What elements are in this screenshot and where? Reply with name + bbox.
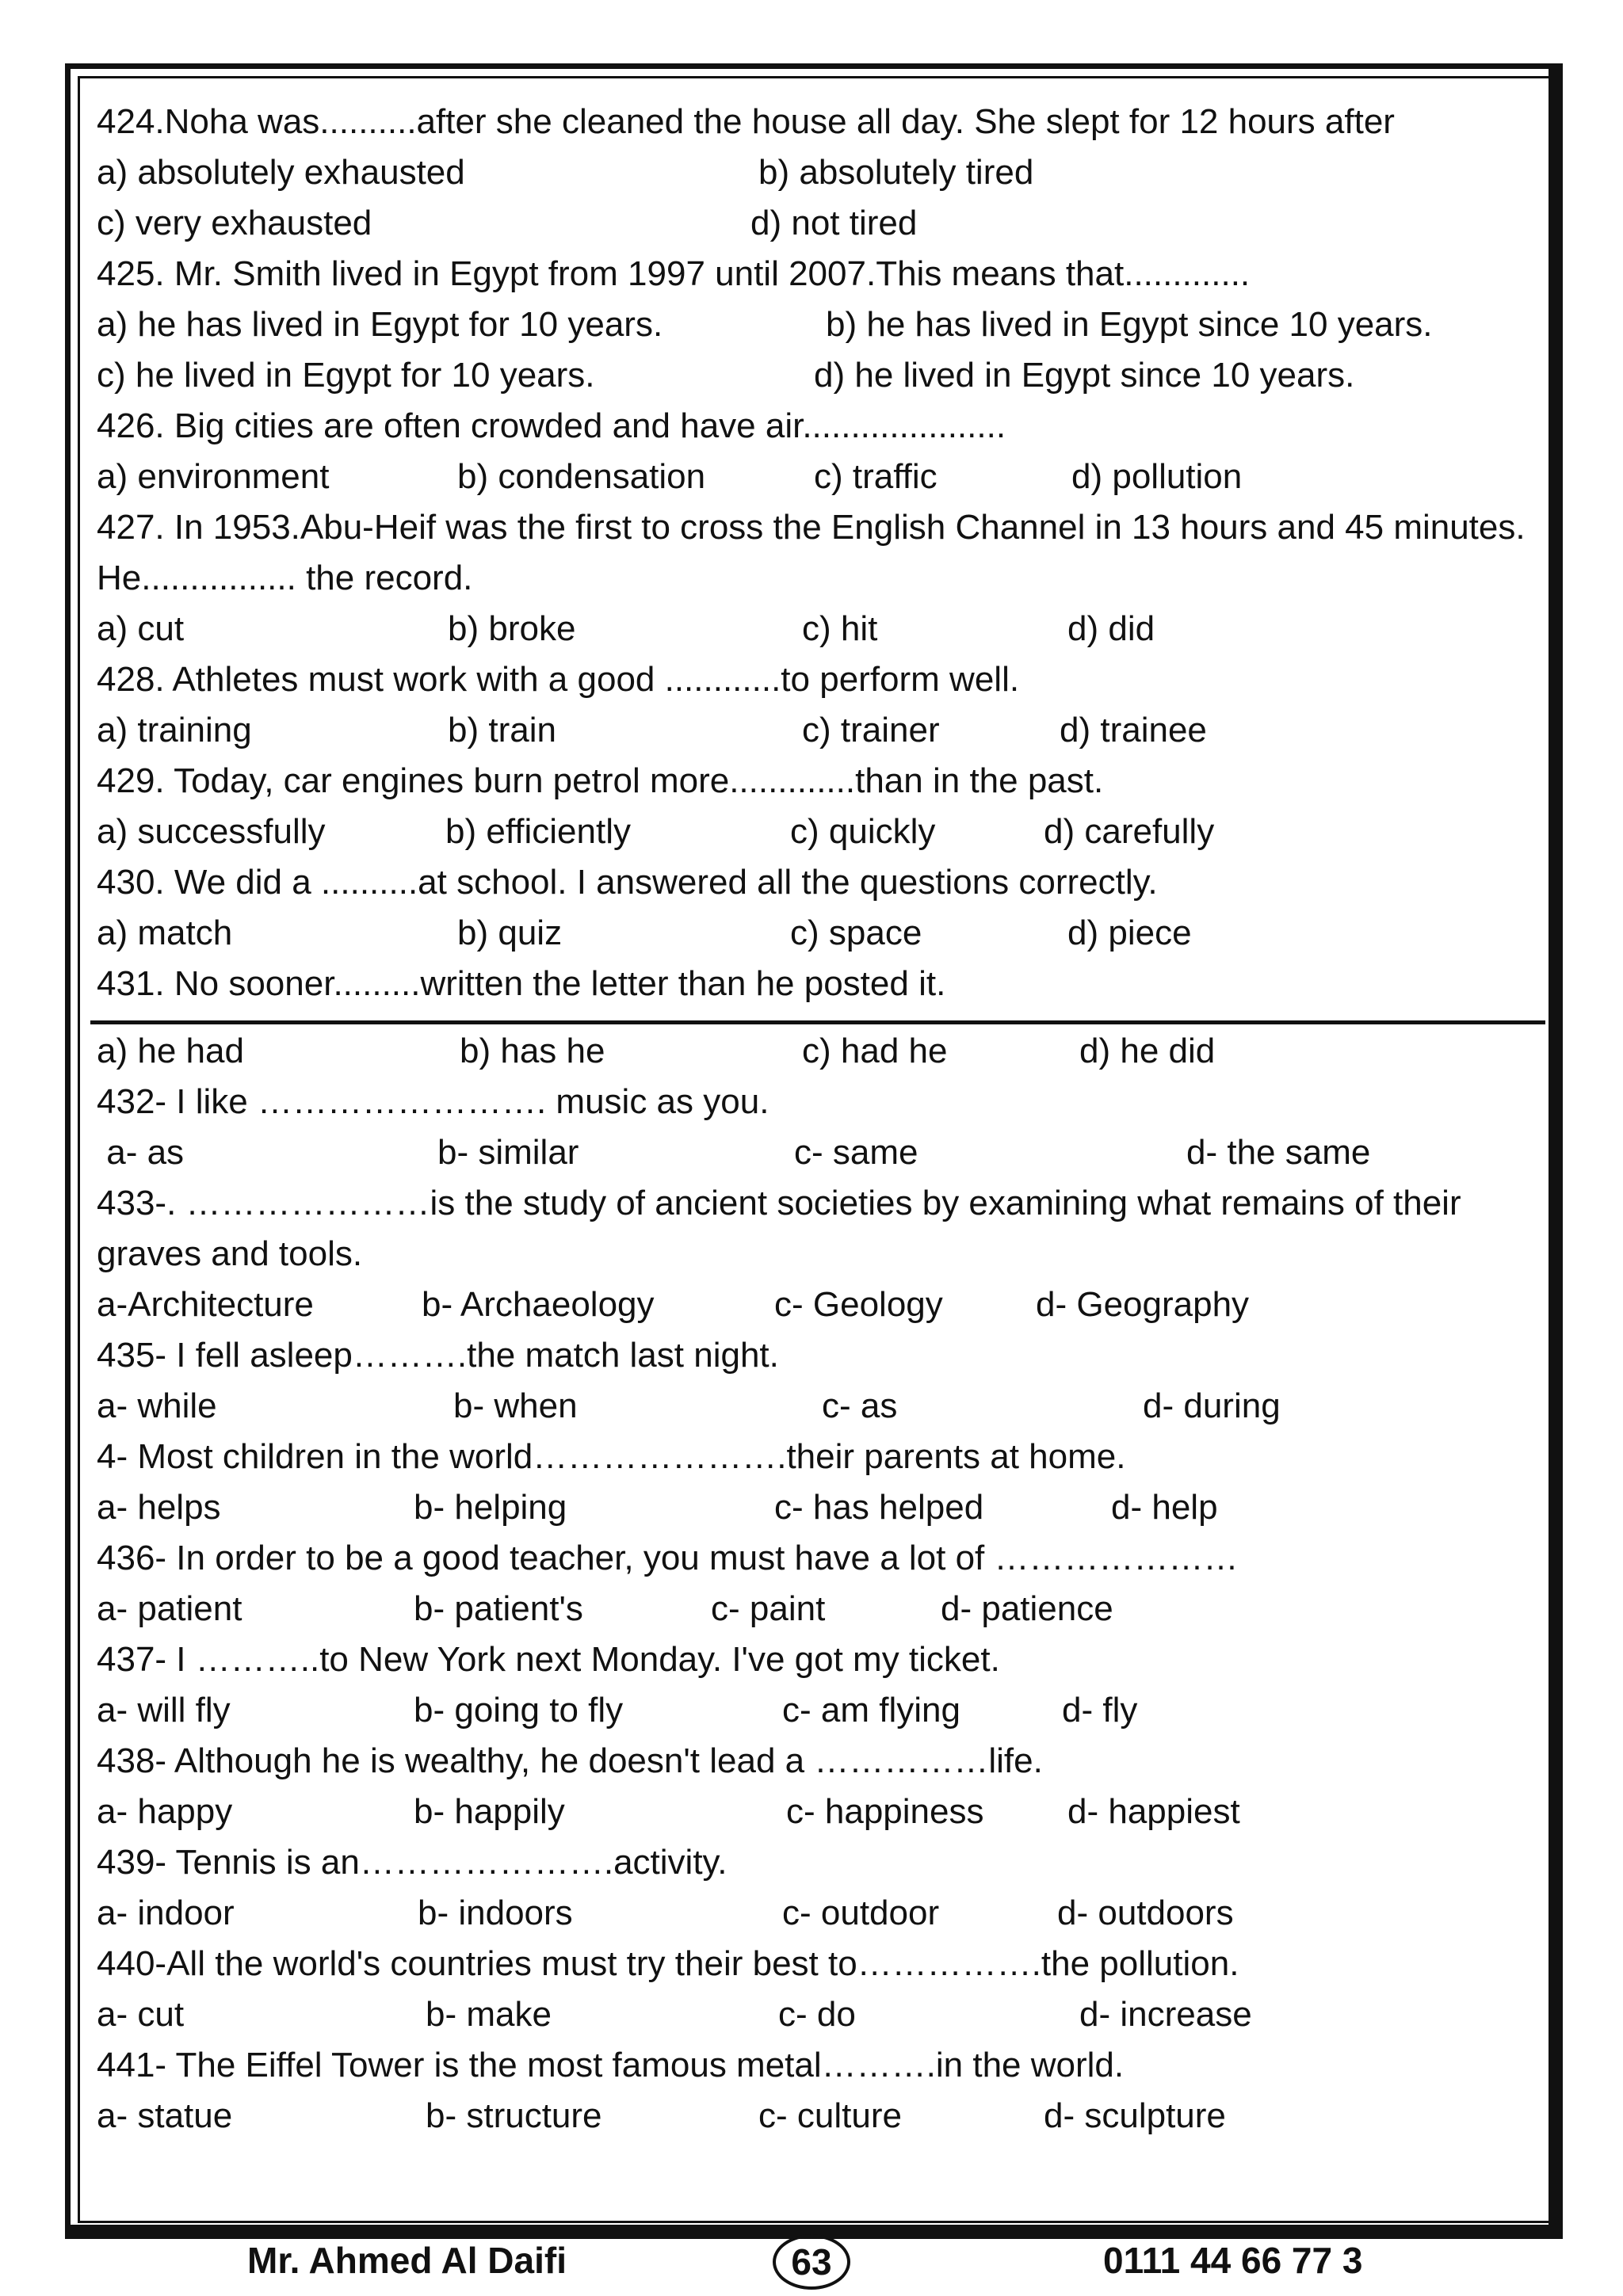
option-a[interactable]: a) successfully <box>97 812 326 851</box>
options-438 <box>97 1787 1539 1837</box>
option-a[interactable]: a) environment <box>97 457 330 496</box>
page-number: 63 <box>773 2234 850 2290</box>
options-4 <box>97 1482 1539 1533</box>
question-425: 425. Mr. Smith lived in Egypt from 1997 until 2007.This means that............. <box>97 254 1251 293</box>
option-d[interactable]: d- Geography <box>1036 1285 1250 1324</box>
option-b[interactable]: b- helping <box>414 1488 567 1527</box>
option-a[interactable]: a) match <box>97 913 233 952</box>
option-a[interactable]: a- will fly <box>97 1691 231 1730</box>
option-c[interactable]: c) trainer <box>802 711 940 749</box>
option-a[interactable]: a- helps <box>97 1488 221 1527</box>
options-425-row1 <box>97 299 1539 350</box>
question-4: 4- Most children in the world………………….their parents at home. <box>97 1437 1126 1476</box>
option-a[interactable]: a- patient <box>97 1589 242 1628</box>
option-d[interactable]: d) not tired <box>750 204 918 242</box>
option-a[interactable]: a- while <box>97 1386 217 1425</box>
question-441: 441- The Eiffel Tower is the most famous metal……….in the world. <box>97 2046 1125 2084</box>
question-438: 438- Although he is wealthy, he doesn't lead a ……………life. <box>97 1741 1043 1780</box>
question-426: 426. Big cities are often crowded and have air..................... <box>97 406 1006 445</box>
option-b[interactable]: b- patient's <box>414 1589 583 1628</box>
option-d[interactable]: d) he did <box>1079 1032 1216 1070</box>
question-429: 429. Today, car engines burn petrol more.............than in the past. <box>97 761 1104 800</box>
option-b[interactable]: b) quiz <box>457 913 563 952</box>
option-c[interactable]: c- Geology <box>774 1285 943 1324</box>
option-c[interactable]: c) space <box>790 913 922 952</box>
question-424: 424.Noha was..........after she cleaned the house all day. She slept for 12 hours after <box>97 102 1395 141</box>
option-a[interactable]: a) cut <box>97 609 185 648</box>
option-a[interactable]: a) training <box>97 711 252 749</box>
option-b[interactable]: b- happily <box>414 1792 565 1831</box>
question-437: 437- I ………..to New York next Monday. I've got my ticket. <box>97 1640 1000 1679</box>
worksheet <box>97 97 1539 2142</box>
question-435: 435- I fell asleep……….the match last night. <box>97 1336 779 1375</box>
question-440: 440-All the world's countries must try their best to…………….the pollution. <box>97 1944 1239 1983</box>
option-c[interactable]: c) he lived in Egypt for 10 years. <box>97 356 595 395</box>
option-b[interactable]: b) he has lived in Egypt since 10 years. <box>826 305 1433 344</box>
options-424-row1 <box>97 147 1539 198</box>
option-d[interactable]: d) trainee <box>1060 711 1207 749</box>
options-441 <box>97 2091 1539 2142</box>
option-d[interactable]: d) piece <box>1067 913 1192 952</box>
option-b[interactable]: b- indoors <box>418 1894 573 1932</box>
option-a[interactable]: a- cut <box>97 1995 185 2034</box>
options-439 <box>97 1888 1539 1939</box>
question-436: 436- In order to be a good teacher, you must have a lot of ………………… <box>97 1539 1239 1577</box>
option-c[interactable]: c- happiness <box>786 1792 984 1831</box>
option-d[interactable]: d) did <box>1067 609 1155 648</box>
author-name: Mr. Ahmed Al Daifi <box>247 2240 567 2281</box>
option-b[interactable]: b) broke <box>448 609 576 648</box>
options-430 <box>97 908 1539 959</box>
option-b[interactable]: b) efficiently <box>445 812 631 851</box>
option-b[interactable]: b) train <box>448 711 556 749</box>
question-433: 433-. …………………is the study of ancient societies by examining what remains of their graves and tools. <box>97 1184 1461 1273</box>
option-d[interactable]: d) he lived in Egypt since 10 years. <box>814 356 1355 395</box>
option-a[interactable]: a) he had <box>97 1032 244 1070</box>
option-b[interactable]: b- going to fly <box>414 1691 624 1730</box>
option-c[interactable]: c- has helped <box>774 1488 984 1527</box>
option-c[interactable]: c- do <box>778 1995 856 2034</box>
question-432: 432- I like ……………………. music as you. <box>97 1082 769 1121</box>
option-c[interactable]: c- outdoor <box>782 1894 940 1932</box>
options-424-row2 <box>97 198 1539 249</box>
option-c[interactable]: c- paint <box>711 1589 826 1628</box>
option-c[interactable]: c- same <box>794 1133 918 1172</box>
option-d[interactable]: d- patience <box>941 1589 1113 1628</box>
options-432 <box>97 1127 1539 1178</box>
option-b[interactable]: b) condensation <box>457 457 706 496</box>
phone-number: 0111 44 66 77 3 <box>1103 2240 1363 2281</box>
options-426 <box>97 452 1539 502</box>
option-a[interactable]: a- indoor <box>97 1894 235 1932</box>
option-b[interactable]: b) absolutely tired <box>758 153 1034 192</box>
option-a[interactable]: a- happy <box>97 1792 233 1831</box>
option-c[interactable]: c- culture <box>758 2096 902 2135</box>
option-a[interactable]: a- as <box>97 1133 185 1172</box>
question-439: 439- Tennis is an………………….activity. <box>97 1843 727 1882</box>
options-428 <box>97 705 1539 756</box>
options-431 <box>97 1026 1539 1077</box>
option-a[interactable]: a-Architecture <box>97 1285 314 1324</box>
option-c[interactable]: c- am flying <box>782 1691 960 1730</box>
option-d[interactable]: d- outdoors <box>1057 1894 1234 1932</box>
question-428: 428. Athletes must work with a good ............to perform well. <box>97 660 1020 699</box>
option-a[interactable]: a) he has lived in Egypt for 10 years. <box>97 305 663 344</box>
section-divider <box>90 1020 1545 1024</box>
option-d[interactable]: d- during <box>1143 1386 1281 1425</box>
option-c[interactable]: c) traffic <box>814 457 938 496</box>
option-d[interactable]: d- fly <box>1062 1691 1138 1730</box>
options-437 <box>97 1685 1539 1736</box>
option-c[interactable]: c) quickly <box>790 812 936 851</box>
question-427: 427. In 1953.Abu-Heif was the first to cross the English Channel in 13 hours and 45 minutes. He................ the record. <box>97 508 1526 597</box>
option-b[interactable]: b- structure <box>426 2096 602 2135</box>
question-430: 430. We did a ..........at school. I answered all the questions correctly. <box>97 863 1158 902</box>
option-a[interactable]: a) absolutely exhausted <box>97 153 465 192</box>
option-d[interactable]: d- happiest <box>1067 1792 1240 1831</box>
options-440 <box>97 1989 1539 2040</box>
option-b[interactable]: b) has he <box>460 1032 605 1070</box>
option-d[interactable]: d- increase <box>1079 1995 1252 2034</box>
option-b[interactable]: b- make <box>426 1995 552 2034</box>
option-d[interactable]: d) carefully <box>1044 812 1215 851</box>
question-431: 431. No sooner.........written the letter than he posted it. <box>97 964 946 1003</box>
options-436 <box>97 1584 1539 1634</box>
option-d[interactable]: d- sculpture <box>1044 2096 1226 2135</box>
option-d[interactable]: d) pollution <box>1071 457 1243 496</box>
option-b[interactable]: b- Archaeology <box>422 1285 655 1324</box>
options-427 <box>97 604 1539 654</box>
option-c[interactable]: c- as <box>822 1386 898 1425</box>
option-b[interactable]: b- when <box>453 1386 578 1425</box>
options-433 <box>97 1280 1539 1330</box>
option-a[interactable]: a- statue <box>97 2096 233 2135</box>
options-425-row2 <box>97 350 1539 401</box>
options-435 <box>97 1381 1539 1432</box>
options-429 <box>97 807 1539 857</box>
page-footer <box>0 2234 1623 2290</box>
option-c[interactable]: c) very exhausted <box>97 204 372 242</box>
option-d[interactable]: d- help <box>1111 1488 1218 1527</box>
option-c[interactable]: c) had he <box>802 1032 948 1070</box>
option-d[interactable]: d- the same <box>1186 1133 1371 1172</box>
option-b[interactable]: b- similar <box>437 1133 579 1172</box>
option-c[interactable]: c) hit <box>802 609 878 648</box>
